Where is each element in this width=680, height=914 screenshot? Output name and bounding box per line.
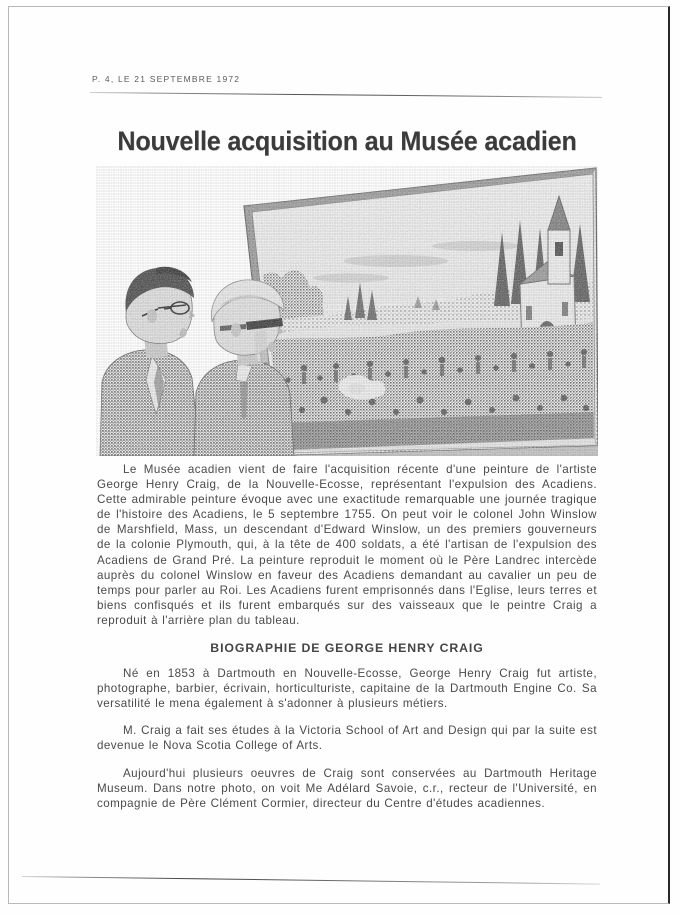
article-photograph	[96, 166, 598, 456]
photograph-illustration	[96, 166, 598, 456]
masthead-page-date: P. 4, LE 21 SEPTEMBRE 1972	[92, 74, 241, 84]
bottom-divider-rule	[22, 876, 600, 880]
page-title: Nouvelle acquisition au Musée acadien	[117, 126, 577, 157]
paragraph-bio-1: Né en 1853 à Dartmouth en Nouvelle-Ecosse, George Henry Craig fut artiste, photographe, barbier, écrivain, horticulturiste, capitaine de la Dartmouth Engine Co. Sa versatilité le mena également à s'adonner à plusieurs métiers.	[97, 667, 597, 711]
article-body	[97, 462, 597, 811]
masthead-divider-rule	[90, 92, 602, 95]
paragraph-bio-3: Aujourd'hui plusieurs oeuvres de Craig sont conservées au Dartmouth Heritage Museum. Dans notre photo, on voit Me Adélard Savoie, c.r., recteur de l'Université, en compagnie de Père Clément Cormier, directeur du Centre d'études acadiennes.	[97, 766, 597, 810]
section-subheading: BIOGRAPHIE DE GEORGE HENRY CRAIG	[210, 641, 484, 656]
paragraph-intro: Le Musée acadien vient de faire l'acquisition récente d'une peinture de l'artiste George Henry Craig, de la Nouvelle-Ecosse, représentant l'expulsion des Acadiens. Cette admirable peinture évoque avec une exactitude remarquable une journée tragique de l'histoire des Acadiens, le 5 septembre 1755. On peut voir le colonel John Winslow de Marshfield, Mass, un descendant d'Edward Winslow, un des premiers gouverneurs de la colonie Plymouth, qui, à la tête de 400 soldats, a été l'artisan de l'expulsion des Acadiens de Grand Pré. La peinture reproduit le moment où le Père Landrec intercède auprès du colonel Winslow en faveur des Acadiens demandant au cavalier un peu de temps pour parler au Roi. Les Acadiens furent emprisonnés dans l'Eglise, leurs terres et biens confisqués et ils furent embarqués sur des vaisseaux que le peintre Craig a reproduit à l'arrière plan du tableau.	[97, 463, 597, 627]
paragraph-bio-2: M. Craig a fait ses études à la Victoria School of Art and Design qui par la suite est devenue le Nova Scotia College of Arts.	[97, 724, 597, 753]
